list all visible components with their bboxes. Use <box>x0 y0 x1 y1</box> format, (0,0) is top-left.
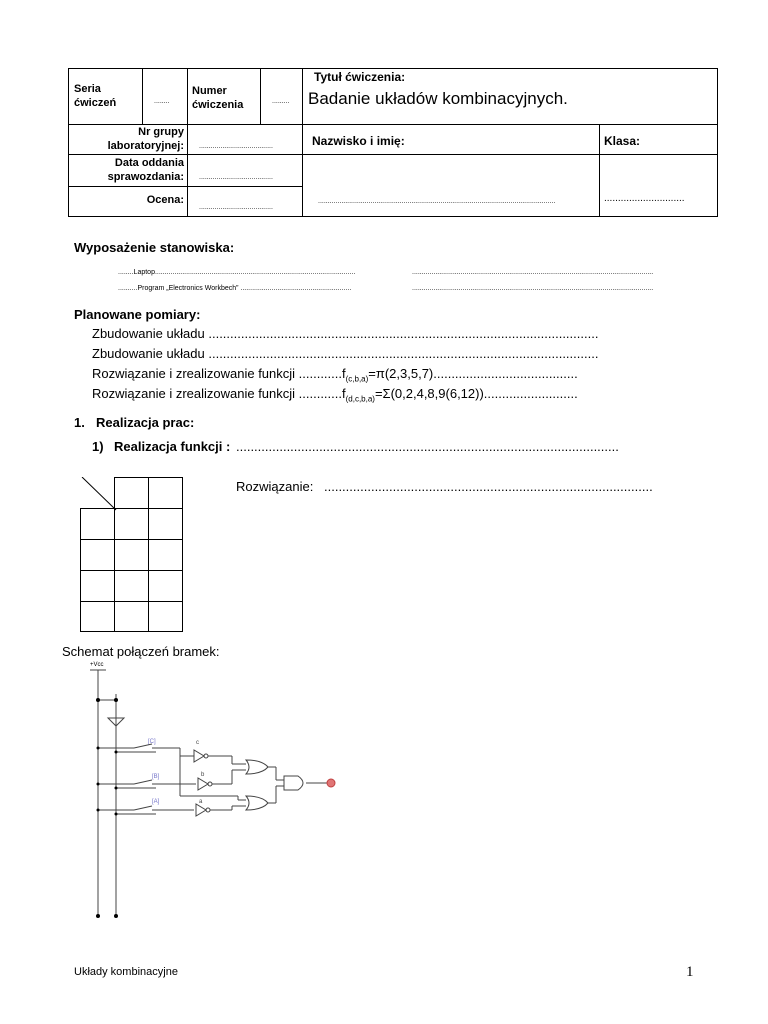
nr-grupy-label: Nr grupy laboratoryjnej: <box>107 126 184 152</box>
equipment-item-program-right: ............................................................................................................................ <box>412 285 654 292</box>
table-border-top <box>68 68 718 69</box>
kmap-cell[interactable] <box>114 570 149 602</box>
switch-a-label: [A] <box>152 799 160 805</box>
planned-title: Planowane pomiary: <box>74 307 201 322</box>
kmap-row-header-cell[interactable] <box>80 601 115 632</box>
planned-line-4-pre: Rozwiązanie i zrealizowanie funkcji ............f <box>92 386 346 401</box>
kmap-cell[interactable] <box>148 570 183 602</box>
kmap-header-cell[interactable] <box>148 477 183 509</box>
numer-label: Numer ćwiczenia <box>192 85 244 111</box>
planned-line-2: Zbudowanie układu ............................................................................................................ <box>92 346 599 361</box>
kmap-cell[interactable] <box>148 539 183 571</box>
data-oddania-label: Data oddania sprawozdania: <box>107 157 184 183</box>
table-divider <box>260 68 261 124</box>
numer-value[interactable]: ......... <box>272 98 290 105</box>
table-border-right <box>717 68 718 217</box>
nr-grupy-value[interactable]: ...................................... <box>199 143 273 150</box>
ocena-label: Ocena: <box>146 194 184 206</box>
solution-label: Rozwiązanie: <box>236 479 314 494</box>
gate-schematic <box>62 662 342 922</box>
c-label: c <box>196 740 199 746</box>
kmap-row-header-cell[interactable] <box>80 570 115 602</box>
table-divider <box>68 154 718 155</box>
tytul-label: Tytuł ćwiczenia: <box>314 70 406 84</box>
kmap-cell[interactable] <box>114 539 149 571</box>
planned-line-4-post: =Σ(0,2,4,8,9(6,12)).......................... <box>374 386 578 401</box>
kmap-cell[interactable] <box>114 601 149 632</box>
switch-c-label: [C] <box>148 739 156 745</box>
seria-label: Seria ćwiczeń <box>74 83 117 109</box>
table-divider <box>142 68 143 124</box>
seria-value[interactable]: ........ <box>154 98 170 105</box>
planned-line-3 <box>92 366 578 384</box>
data-oddania-value[interactable]: ...................................... <box>199 174 273 181</box>
equipment-title: Wyposażenie stanowiska: <box>74 240 235 255</box>
table-border-bottom <box>68 216 718 217</box>
tytul-value: Badanie układów kombinacyjnych. <box>308 89 568 108</box>
planned-line-4 <box>92 386 578 404</box>
subsection-dots: .......................................................................................................... <box>236 439 619 454</box>
switch-b-label: [B] <box>152 774 160 780</box>
table-divider <box>187 124 188 217</box>
header-table <box>68 68 718 217</box>
karnaugh-map <box>80 477 183 632</box>
kmap-cell[interactable] <box>148 601 183 632</box>
klasa-value[interactable]: ............................. <box>604 193 685 204</box>
planned-line-4-sub: (d,c,b,a) <box>345 394 375 404</box>
b-label: b <box>201 772 205 778</box>
planned-line-1: Zbudowanie układu ............................................................................................................ <box>92 326 599 341</box>
schematic-title: Schemat połączeń bramek: <box>62 644 220 659</box>
a-label: a <box>199 799 203 805</box>
planned-line-3-post: =π(2,3,5,7)........................................ <box>368 366 578 381</box>
planned-line-3-pre: Rozwiązanie i zrealizowanie funkcji ............f <box>92 366 346 381</box>
subsection-number: 1) <box>92 439 104 454</box>
section-number: 1. <box>74 415 85 430</box>
table-divider <box>187 68 188 124</box>
table-divider <box>68 186 303 187</box>
page-number: 1 <box>686 964 694 980</box>
kmap-cell[interactable] <box>148 508 183 540</box>
table-divider <box>302 68 303 217</box>
ocena-value[interactable]: ...................................... <box>199 204 273 211</box>
equipment-item-laptop: ........Laptop....................................................................................................... <box>118 269 356 276</box>
table-divider <box>599 124 600 217</box>
planned-line-3-sub: (c,b,a) <box>345 374 369 384</box>
vcc-label: +Vcc <box>90 662 104 668</box>
subsection-title: Realizacja funkcji : <box>114 439 231 454</box>
equipment-item-laptop-right: ............................................................................................................................ <box>412 269 654 276</box>
kmap-row-header-cell[interactable] <box>80 539 115 571</box>
section-title: Realizacja prac: <box>96 415 195 430</box>
klasa-label: Klasa: <box>604 134 641 148</box>
table-border-left <box>68 68 69 217</box>
output-probe <box>327 779 335 787</box>
solution-dots: ........................................................................................... <box>324 479 653 494</box>
equipment-item-program: ..........Program „Electronics Workbech” ......................................................... <box>118 285 352 292</box>
footer-title: Układy kombinacyjne <box>74 966 178 978</box>
kmap-diagonal <box>80 477 120 513</box>
circuit-drawing <box>62 662 342 922</box>
nazwisko-value[interactable]: .......................................................................................................................... <box>318 198 556 205</box>
nazwisko-label: Nazwisko i imię: <box>312 134 405 148</box>
